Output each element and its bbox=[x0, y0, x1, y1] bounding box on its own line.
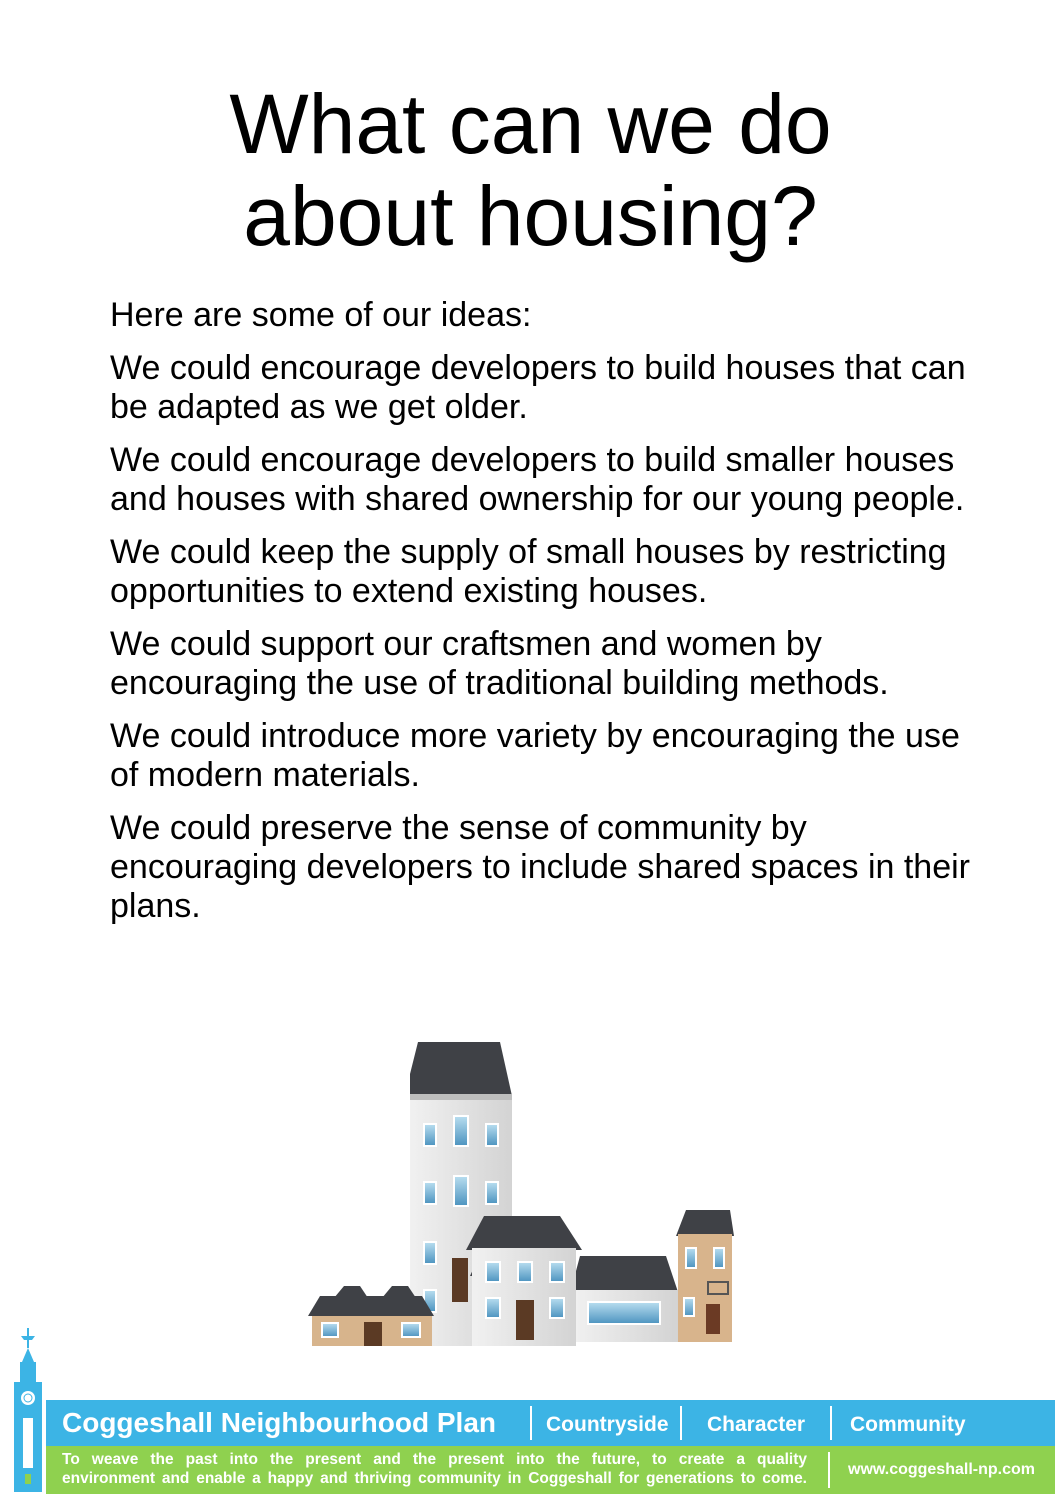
website-url: www.coggeshall-np.com bbox=[848, 1461, 1035, 1478]
middle-house bbox=[466, 1216, 582, 1346]
idea-paragraph: We could preserve the sense of community by encouraging developers to include shared spaces in their plans. bbox=[110, 809, 970, 925]
brand-name: Coggeshall Neighbourhood Plan bbox=[62, 1407, 496, 1438]
nav-character: Character bbox=[707, 1413, 806, 1436]
ideas-list bbox=[110, 296, 970, 940]
title-line-1: What can we do bbox=[229, 77, 832, 171]
title-line-2: about housing? bbox=[243, 169, 818, 263]
motto-line-2: environment and enable a happy and thriving community in Coggeshall for generations to come. bbox=[62, 1470, 807, 1487]
church-tower-logo bbox=[6, 1326, 50, 1496]
idea-paragraph: We could support our craftsmen and women by encouraging the use of traditional building methods. bbox=[110, 625, 889, 702]
idea-paragraph: We could encourage developers to build smaller houses and houses with shared ownership for our young people. bbox=[110, 441, 965, 518]
motto-line-1: To weave the past into the present and the present into the future, to create a quality bbox=[62, 1451, 807, 1468]
tan-house bbox=[676, 1210, 734, 1342]
divider bbox=[828, 1452, 830, 1488]
idea-paragraph: We could introduce more variety by encouraging the use of modern materials. bbox=[110, 717, 960, 794]
idea-paragraph: We could keep the supply of small houses by restricting opportunities to extend existing houses. bbox=[110, 533, 947, 610]
footer-motto-bar bbox=[46, 1446, 1055, 1494]
modern-house bbox=[572, 1256, 678, 1342]
divider bbox=[530, 1406, 532, 1440]
page-title bbox=[0, 78, 1061, 262]
houses-illustration bbox=[300, 1036, 750, 1356]
divider bbox=[830, 1406, 832, 1440]
divider bbox=[680, 1406, 682, 1440]
nav-countryside: Countryside bbox=[546, 1413, 669, 1436]
footer-banner bbox=[46, 1400, 1055, 1494]
footer-title-bar bbox=[46, 1400, 1055, 1446]
intro-paragraph: Here are some of our ideas: bbox=[110, 296, 532, 334]
idea-paragraph: We could encourage developers to build houses that can be adapted as we get older. bbox=[110, 349, 966, 426]
motto bbox=[62, 1450, 807, 1488]
nav-community: Community bbox=[850, 1413, 966, 1436]
